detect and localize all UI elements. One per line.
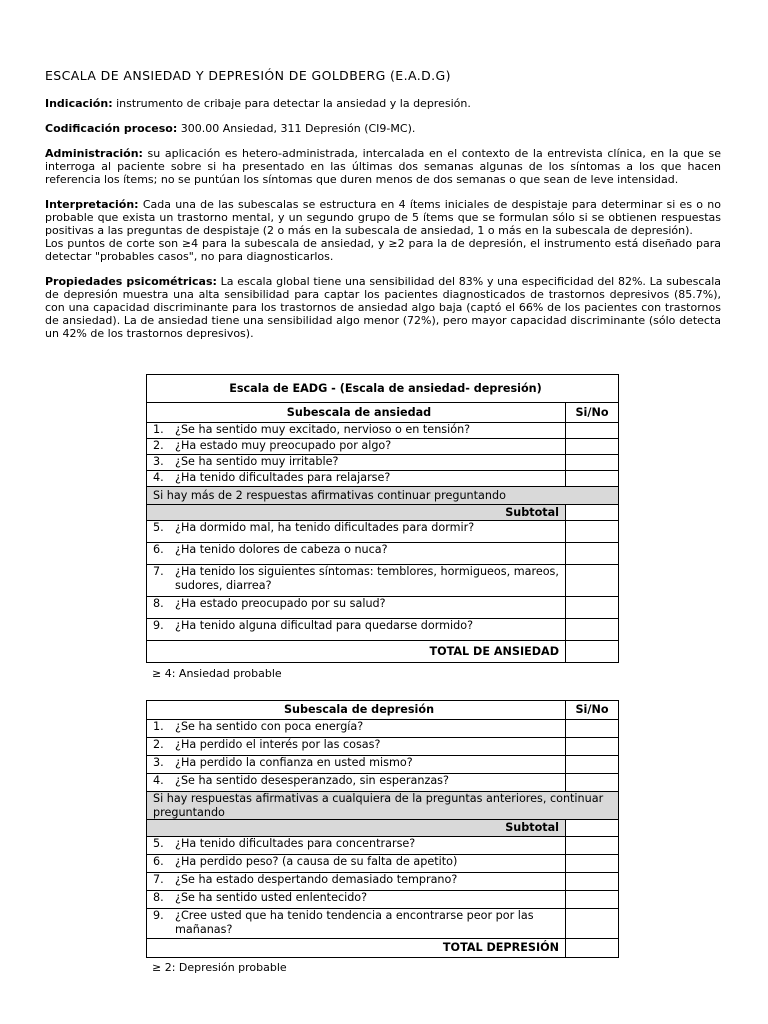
question-row (147, 455, 619, 471)
answer-cell[interactable] (566, 521, 619, 543)
question-row (147, 720, 619, 738)
answer-cell[interactable] (566, 619, 619, 641)
document-title: ESCALA DE ANSIEDAD Y DEPRESIÓN DE GOLDBERG (E.A.D.G) (45, 68, 451, 83)
anxiety-subtotal-label: Subtotal (147, 505, 566, 521)
anxiety-total-label: TOTAL DE ANSIEDAD (147, 641, 566, 663)
anxiety-subtotal-cell[interactable] (566, 505, 619, 521)
indicacion-label: Indicación: (45, 97, 113, 110)
answer-cell[interactable] (566, 471, 619, 487)
administracion-text: su aplicación es hetero-administrada, intercalada en el contexto de la entrevista clínica, en la que se interroga al paciente sobre si ha presentado en las últimas dos semanas algunas de los síntomas a los que hacen referencia los ítems; no se puntúan los síntomas que duren menos de dos semanas o que sean de leve intensidad. (45, 147, 721, 186)
depression-total-cell[interactable] (566, 939, 619, 958)
question-text: ¿Se ha sentido desesperanzado, sin esperanzas? (171, 774, 566, 792)
answer-cell[interactable] (566, 837, 619, 855)
depression-scale-table (146, 700, 619, 958)
question-row (147, 891, 619, 909)
depression-si-no-header: Si/No (566, 701, 619, 720)
answer-cell[interactable] (566, 565, 619, 597)
question-row (147, 873, 619, 891)
question-text: ¿Se ha sentido con poca energía? (171, 720, 566, 738)
indicacion-paragraph (45, 97, 721, 110)
question-text: ¿Ha perdido el interés por las cosas? (171, 738, 566, 756)
question-row (147, 909, 619, 939)
question-number: 5. (147, 837, 172, 855)
question-text: ¿Ha perdido la confianza en usted mismo? (171, 756, 566, 774)
question-number: 6. (147, 543, 172, 565)
codificacion-text: 300.00 Ansiedad, 311 Depresión (CI9-MC). (177, 122, 416, 135)
anxiety-scale-table (146, 374, 619, 663)
question-number: 7. (147, 873, 172, 891)
question-number: 8. (147, 891, 172, 909)
document-page (45, 68, 721, 352)
question-row (147, 439, 619, 455)
anxiety-subscale-header: Subescala de ansiedad (147, 403, 566, 423)
question-row (147, 837, 619, 855)
answer-cell[interactable] (566, 720, 619, 738)
question-number: 2. (147, 738, 172, 756)
question-row (147, 855, 619, 873)
question-text: ¿Ha estado muy preocupado por algo? (171, 439, 566, 455)
answer-cell[interactable] (566, 597, 619, 619)
question-number: 4. (147, 774, 172, 792)
anxiety-total-cell[interactable] (566, 641, 619, 663)
propiedades-label: Propiedades psicométricas: (45, 275, 217, 288)
interpretacion-paragraph (45, 198, 721, 237)
depression-subscale-header: Subescala de depresión (147, 701, 566, 720)
question-number: 2. (147, 439, 172, 455)
propiedades-text: La escala global tiene una sensibilidad del 83% y una especificidad del 82%. La subescala de depresión muestra una alta sensibilidad para captar los pacientes diagnosticados de trastornos depresivos (85.7%), con una capacidad discriminante para los trastornos de ansiedad algo baja (captó el 66% de los pacientes con trastornos de ansiedad). La de ansiedad tiene una sensibilidad algo menor (72%), pero mayor capacidad discriminante (sólo detecta un 42% de los trastornos depresivos). (45, 275, 721, 340)
interpretacion-paragraph-2: Los puntos de corte son ≥4 para la subescala de ansiedad, y ≥2 para la de depresión, el instrumento está diseñado para detectar "probables casos", no para diagnosticarlos. (45, 237, 721, 263)
propiedades-paragraph (45, 275, 721, 340)
question-row (147, 543, 619, 565)
question-row (147, 774, 619, 792)
question-text: ¿Ha dormido mal, ha tenido dificultades para dormir? (171, 521, 566, 543)
question-row (147, 521, 619, 543)
question-number: 6. (147, 855, 172, 873)
depression-total-label: TOTAL DEPRESIÓN (147, 939, 566, 958)
anxiety-cutoff-note: ≥ 4: Ansiedad probable (152, 667, 282, 680)
codificacion-label: Codificación proceso: (45, 122, 178, 135)
question-text: ¿Ha tenido dificultades para relajarse? (171, 471, 566, 487)
indicacion-text: instrumento de cribaje para detectar la ansiedad y la depresión. (112, 97, 471, 110)
answer-cell[interactable] (566, 455, 619, 471)
answer-cell[interactable] (566, 439, 619, 455)
question-number: 9. (147, 619, 172, 641)
question-text: ¿Ha tenido dolores de cabeza o nuca? (171, 543, 566, 565)
question-text: ¿Se ha sentido muy excitado, nervioso o en tensión? (171, 423, 566, 439)
question-number: 3. (147, 756, 172, 774)
question-number: 9. (147, 909, 172, 939)
question-text: ¿Ha perdido peso? (a causa de su falta de apetito) (171, 855, 566, 873)
depression-subtotal-cell[interactable] (566, 820, 619, 837)
question-text: ¿Se ha estado despertando demasiado temprano? (171, 873, 566, 891)
question-number: 1. (147, 720, 172, 738)
depression-cutoff-note: ≥ 2: Depresión probable (152, 961, 287, 974)
question-row (147, 597, 619, 619)
answer-cell[interactable] (566, 774, 619, 792)
answer-cell[interactable] (566, 423, 619, 439)
question-number: 8. (147, 597, 172, 619)
answer-cell[interactable] (566, 873, 619, 891)
question-row (147, 756, 619, 774)
question-row (147, 565, 619, 597)
interpretacion-label: Interpretación: (45, 198, 139, 211)
depression-subtotal-label: Subtotal (147, 820, 566, 837)
question-text: ¿Ha estado preocupado por su salud? (171, 597, 566, 619)
question-row (147, 471, 619, 487)
question-row (147, 619, 619, 641)
question-text: ¿Ha tenido los siguientes síntomas: temblores, hormigueos, mareos, sudores, diarrea? (171, 565, 566, 597)
anxiety-si-no-header: Si/No (566, 403, 619, 423)
answer-cell[interactable] (566, 543, 619, 565)
question-text: ¿Se ha sentido muy irritable? (171, 455, 566, 471)
question-number: 1. (147, 423, 172, 439)
question-text: ¿Cree usted que ha tenido tendencia a encontrarse peor por las mañanas? (171, 909, 566, 939)
question-number: 3. (147, 455, 172, 471)
interpretacion-text: Cada una de las subescalas se estructura en 4 ítems iniciales de despistaje para determinar si es o no probable que exista un trastorno mental, y un segundo grupo de 5 ítems que se formulan sólo si se obtienen respuestas positivas a las preguntas de despistaje (2 o más en la subescala de ansiedad, 1 o más en la subescala de depresión). (45, 198, 721, 237)
question-number: 5. (147, 521, 172, 543)
scale-title: Escala de EADG - (Escala de ansiedad- depresión) (147, 375, 619, 403)
question-row (147, 423, 619, 439)
answer-cell[interactable] (566, 909, 619, 939)
administracion-paragraph (45, 147, 721, 186)
question-text: ¿Ha tenido alguna dificultad para quedarse dormido? (171, 619, 566, 641)
answer-cell[interactable] (566, 756, 619, 774)
question-number: 7. (147, 565, 172, 597)
question-row (147, 738, 619, 756)
question-text: ¿Se ha sentido usted enlentecido? (171, 891, 566, 909)
codificacion-paragraph (45, 122, 721, 135)
answer-cell[interactable] (566, 738, 619, 756)
answer-cell[interactable] (566, 891, 619, 909)
administracion-label: Administración: (45, 147, 143, 160)
depression-instruction: Si hay respuestas afirmativas a cualquiera de la preguntas anteriores, continuar preguntando (147, 792, 619, 820)
answer-cell[interactable] (566, 855, 619, 873)
question-number: 4. (147, 471, 172, 487)
question-text: ¿Ha tenido dificultades para concentrarse? (171, 837, 566, 855)
anxiety-instruction: Si hay más de 2 respuestas afirmativas continuar preguntando (147, 487, 619, 505)
